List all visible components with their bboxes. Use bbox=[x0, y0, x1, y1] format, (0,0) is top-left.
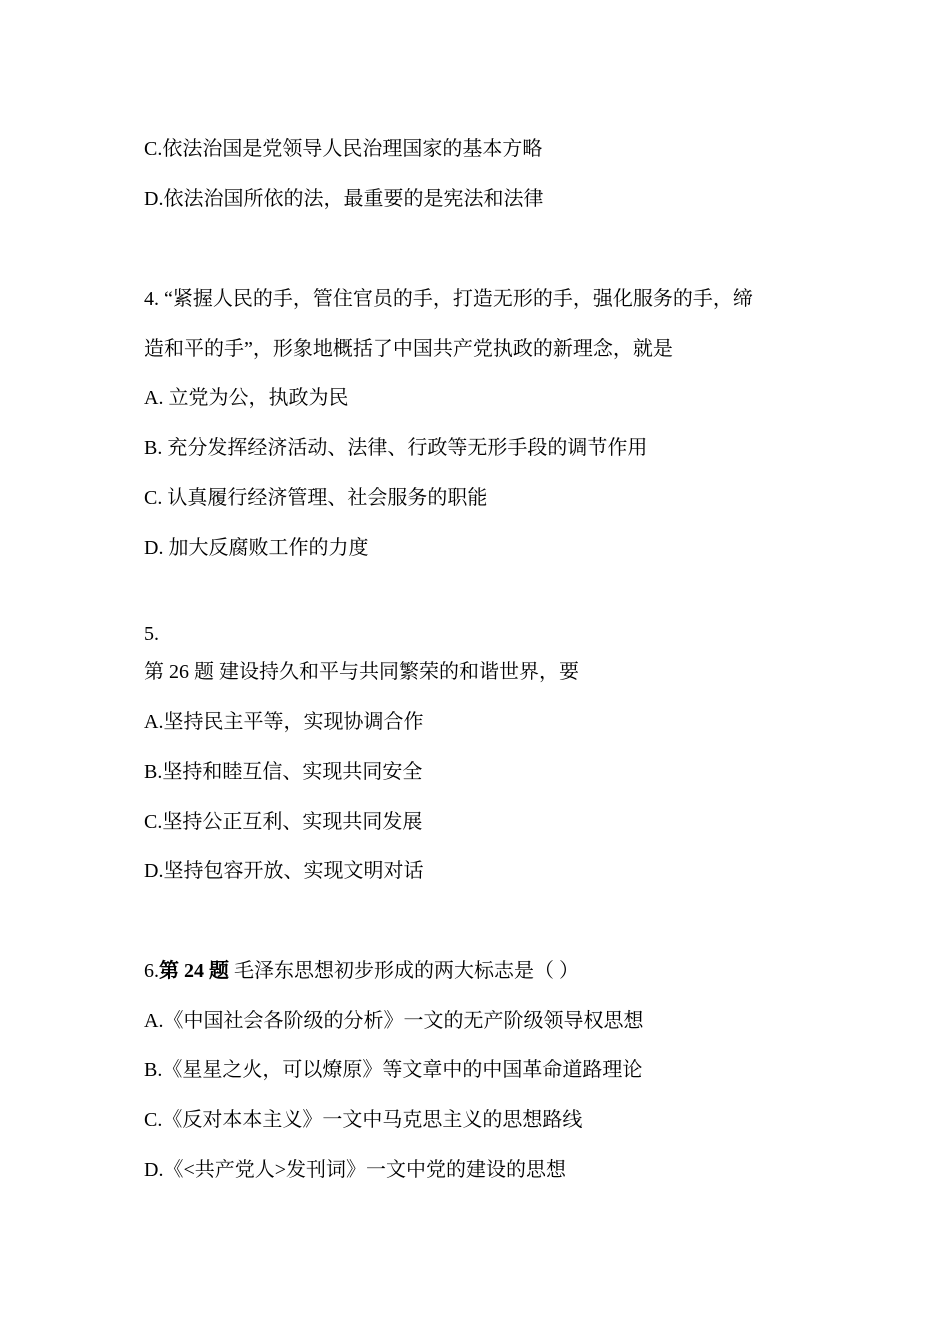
q6-number: 6. bbox=[144, 960, 159, 982]
q6-option-a: A.《中国社会各阶级的分析》一文的无产阶级领导权思想 bbox=[144, 1010, 644, 1032]
q6-label: 第 24 题 bbox=[159, 960, 229, 982]
q6-option-b: B.《星星之火，可以燎原》等文章中的中国革命道路理论 bbox=[144, 1059, 643, 1081]
q3-option-d: D.依法治国所依的法，最重要的是宪法和法律 bbox=[144, 188, 544, 210]
q5-option-c: C.坚持公正互利、实现共同发展 bbox=[144, 811, 423, 833]
q5-number: 5. bbox=[144, 623, 159, 645]
q4-stem-line1: 4. “紧握人民的手，管住官员的手，打造无形的手，强化服务的手，缔 bbox=[144, 288, 753, 310]
q6-option-d: D.《<共产党人>发刊词》一文中党的建设的思想 bbox=[144, 1159, 567, 1181]
q6-stem: 毛泽东思想初步形成的两大标志是（ ） bbox=[229, 960, 579, 982]
q4-option-a: A. 立党为公，执政为民 bbox=[144, 387, 349, 409]
q6-stem-line bbox=[144, 957, 579, 985]
q5-option-b: B.坚持和睦互信、实现共同安全 bbox=[144, 761, 423, 783]
q5-option-a: A.坚持民主平等，实现协调合作 bbox=[144, 711, 424, 733]
q4-stem-line2: 造和平的手”，形象地概括了中国共产党执政的新理念，就是 bbox=[144, 338, 673, 360]
q6-option-c: C.《反对本本主义》一文中马克思主义的思想路线 bbox=[144, 1109, 583, 1131]
q5-option-d: D.坚持包容开放、实现文明对话 bbox=[144, 860, 424, 882]
q5-stem: 第 26 题 建设持久和平与共同繁荣的和谐世界，要 bbox=[144, 661, 579, 683]
q4-option-b: B. 充分发挥经济活动、法律、行政等无形手段的调节作用 bbox=[144, 437, 648, 459]
q4-option-d: D. 加大反腐败工作的力度 bbox=[144, 537, 369, 559]
q4-option-c: C. 认真履行经济管理、社会服务的职能 bbox=[144, 487, 488, 509]
q3-option-c: C.依法治国是党领导人民治理国家的基本方略 bbox=[144, 138, 543, 160]
